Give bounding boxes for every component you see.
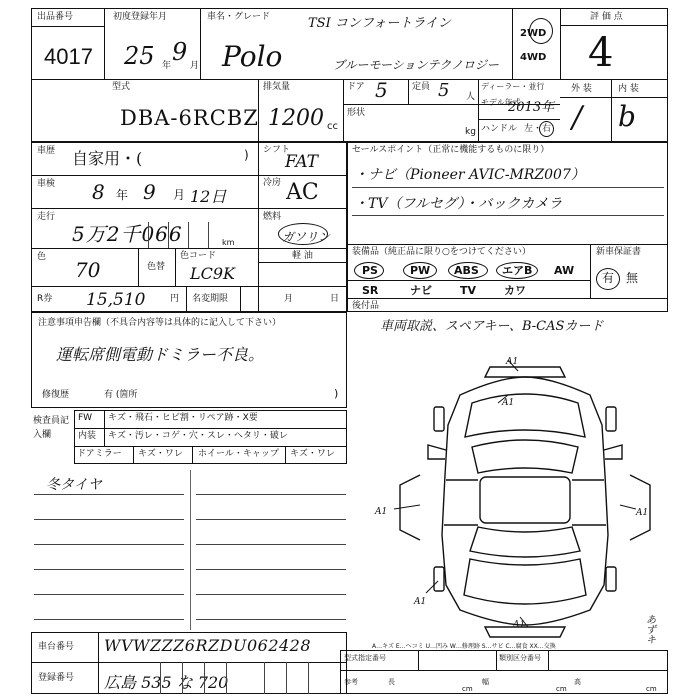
shift-label: シフト (263, 145, 291, 155)
displacement-value: 1200 (268, 106, 324, 131)
diagram-mark-2: A1 (502, 398, 515, 408)
reg-value: 広島 535 な 720 (104, 673, 229, 692)
width-unit: cm (556, 685, 567, 693)
door-mirror-label: ドアミラー (77, 449, 122, 459)
light-oil-label: 軽 油 (292, 251, 313, 261)
year-unit: 年 (162, 61, 172, 71)
height-unit: cm (646, 685, 657, 693)
class-label: 類別区分番号 (499, 654, 541, 662)
two-wd: 2WD (520, 28, 547, 39)
insp-year-unit: 年 (116, 188, 129, 202)
two-wd-circle (529, 18, 553, 44)
capacity-label: 定員 (412, 82, 431, 92)
model-label: 車名・グレード (207, 12, 271, 22)
notes-content: 運転席側電動ドミラー不良。 (56, 345, 265, 364)
diagram-note: あずキ (646, 615, 656, 646)
grade-line1: TSI コンフォートライン (308, 16, 451, 31)
ext-label: 外 装 (571, 84, 592, 94)
int-label: 内 装 (618, 84, 639, 94)
color-change-label: 色替 (147, 262, 166, 272)
grade-line2: ブルーモーションテクノロジー (333, 58, 499, 72)
width-label: 幅 (482, 678, 489, 686)
interior-items: キズ・汚レ・コゲ・穴・スレ・ヘタリ・破レ (108, 431, 288, 441)
lot-number: 4017 (44, 44, 93, 69)
dealer-label: ディーラー・並行 (481, 82, 545, 91)
displacement-label: 排気量 (263, 82, 291, 92)
warranty-no: 無 (626, 271, 639, 285)
selling-points-label: セールスポイント（正常に機能するものに限り） (352, 145, 550, 155)
equip-sr: SR (362, 284, 379, 297)
first-reg-year: 25 (124, 42, 155, 70)
type-label: 型式 (112, 82, 131, 92)
fw-label: FW (78, 413, 93, 423)
insp-month-unit: 月 (173, 188, 186, 202)
cc-unit: cc (327, 121, 338, 132)
r-value: 15,510 (86, 290, 146, 310)
meikan-month: 月 (284, 294, 294, 304)
ac-value: AC (286, 180, 319, 205)
notes-label: 注意事項申告欄（不具合内容等は具体的に記入して下さい） (38, 318, 282, 328)
km-unit: km (222, 238, 235, 247)
kg-unit: kg (465, 127, 476, 137)
new-warranty-label: 新車保証書 (596, 247, 642, 257)
fw-items: キズ・飛石・ヒビ割・リペア跡・X要 (108, 413, 258, 423)
handle-right-circle (539, 121, 554, 137)
inspector-label-1: 検査員記入欄 (33, 416, 70, 440)
int-score: b (618, 100, 636, 133)
first-reg-label: 初度登録年月 (113, 12, 168, 22)
doors-value: 5 (375, 78, 388, 102)
meikan-day: 日 (330, 294, 340, 304)
ac-label: 冷房 (263, 178, 282, 188)
fuel-label: 燃料 (263, 212, 282, 222)
reg-label: 登録番号 (38, 673, 75, 683)
inspection-label: 車検 (37, 179, 56, 189)
equip-abs: ABS (454, 264, 479, 277)
equip-tv: TV (460, 284, 477, 297)
ext-score: / (572, 100, 583, 135)
usage-close: ) (244, 148, 249, 162)
shape-label: 形状 (347, 108, 366, 118)
repair-label: 修復歴 (42, 390, 70, 400)
selling-point-line1: ・ナビ（Pioneer AVIC-MRZ007） (354, 167, 585, 183)
four-wd: 4WD (520, 52, 547, 63)
chassis-label: 車台番号 (38, 642, 75, 652)
warranty-yes: 有 (602, 271, 615, 285)
aftermarket-value: 車両取説、スペアキー、B-CASカード (380, 319, 604, 334)
diagram-mark-1: A1 (506, 357, 519, 367)
grade-score: 4 (588, 30, 614, 76)
diagram-mark-4: A1 (636, 508, 649, 518)
shift-value: FAT (285, 152, 319, 172)
person-unit: 人 (466, 92, 476, 102)
model-year-value: 2013年 (508, 100, 555, 115)
inspector-handwritten: 冬タイヤ (46, 477, 102, 493)
chassis-value: WVWZZZ6RZDU062428 (104, 636, 312, 655)
insp-year: 8 (92, 180, 105, 204)
equip-pw: PW (410, 264, 431, 277)
color-value: 70 (75, 258, 101, 282)
warranty-yes-circle (596, 268, 620, 290)
aftermarket-label: 後付品 (352, 301, 380, 311)
equip-ps: PS (362, 264, 378, 277)
equip-navi: ナビ (410, 284, 432, 297)
repair-value: 有 (箇所 (104, 390, 138, 400)
length-unit: cm (462, 685, 473, 693)
equip-aw: AW (554, 264, 575, 277)
equip-airbag: エアB (502, 264, 533, 277)
handle-value: 左・右 (524, 124, 552, 134)
usage-label: 車歴 (37, 146, 56, 156)
equip-leather: カワ (504, 284, 526, 297)
length-label: 長 (388, 678, 395, 686)
first-reg-month: 9 (172, 38, 188, 66)
wheel-label: ホイール・キャップ (198, 449, 279, 459)
diagram-legend: A…キズ E…ヘコミ U…凹み W…修理跡 S…サビ C…腐食 XX…交換 (372, 643, 556, 650)
lot-label: 出品番号 (37, 12, 74, 22)
month-unit: 月 (190, 61, 200, 71)
fuel-value: ガソリン (282, 230, 331, 244)
diagram-mark-3: A1 (375, 507, 388, 517)
mileage-label: 走行 (37, 212, 56, 222)
car-outline (400, 367, 650, 637)
grade-score-label: 評 価 点 (590, 12, 623, 22)
insp-month: 9 (143, 180, 156, 204)
doors-label: ドア (347, 82, 365, 92)
diagram-mark-6: A1 (513, 620, 526, 630)
color-code-label: 色コード (180, 251, 217, 261)
r-label: R券 (37, 294, 53, 304)
repair-close: ) (334, 387, 339, 400)
handle-label: ハンドル (481, 124, 518, 134)
form-label: 型式指定番号 (344, 654, 386, 662)
meikan-label: 名変期限 (192, 294, 229, 304)
type-value: DBA-6RCBZ (120, 106, 259, 130)
interior-label: 内装 (78, 431, 97, 441)
mileage-value: 5万2千066 (72, 222, 183, 246)
car-name: Polo (222, 40, 283, 73)
insp-day: 12日 (190, 187, 227, 206)
equipment-label: 装備品（純正品に限り○をつけてください） (352, 247, 531, 257)
capacity-value: 5 (438, 80, 450, 101)
color-code-value: LC9K (190, 264, 235, 283)
usage-value: 自家用・( (72, 149, 143, 168)
model-year-label: モデル年式 (481, 98, 521, 107)
wheel-items: キズ・ワレ (290, 449, 335, 459)
diagram-mark-5: A1 (414, 597, 427, 607)
door-mirror-items: キズ・ワレ (138, 449, 183, 459)
fuel-circle (278, 223, 331, 245)
color-label: 色 (37, 252, 47, 262)
height-label: 高 (574, 678, 581, 686)
yen-unit: 円 (170, 294, 180, 304)
selling-point-line2: ・TV（フルセグ）・バックカメラ (354, 196, 563, 212)
ref-label: 参考 (344, 678, 358, 686)
